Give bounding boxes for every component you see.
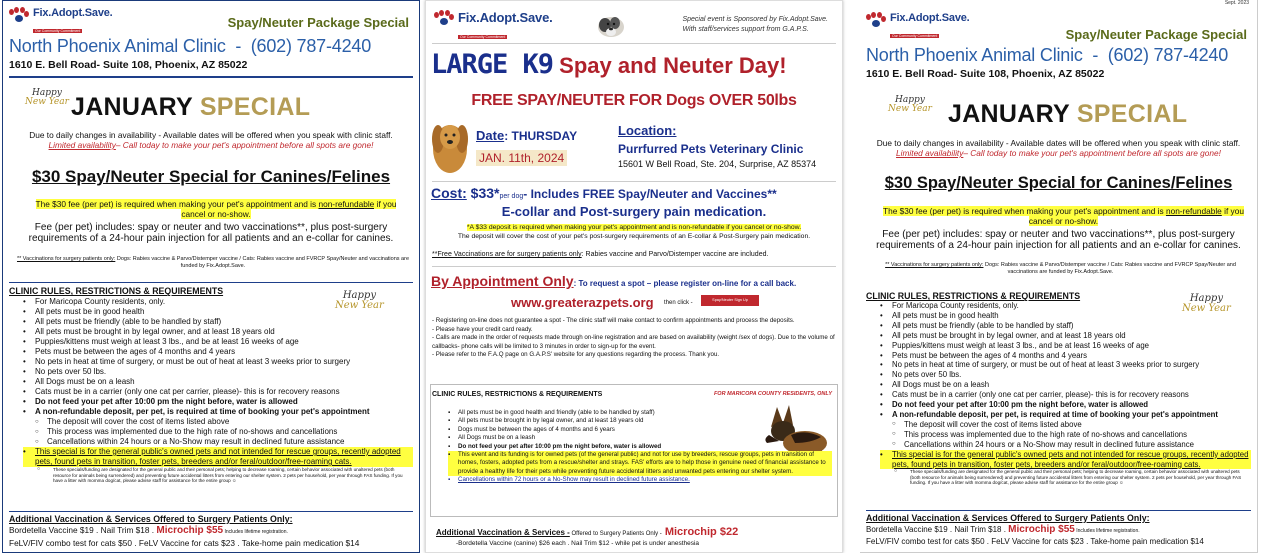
additional-line-1 [866, 524, 1140, 535]
special-word: SPECIAL [1076, 100, 1188, 128]
appointment-sub: : To request a spot – please register on-line for a call back. [573, 279, 797, 288]
note: - Please refer to the F.A.Q page on G.A.P.S' website for any questions regarding the process. Thank you. [432, 351, 720, 359]
january-special-title [948, 100, 1187, 129]
event-date: JAN. 11th, 2024 [476, 150, 567, 166]
additional-line-1 [9, 525, 288, 536]
free-vacc-label: **Free Vaccinations are for surgery patients only [432, 251, 582, 258]
additional-line-2: FeLV/FIV combo test for cats $50 . FeLV Vaccine for cats $23 . Take-home pain medication $14 [866, 537, 1204, 546]
list-item: • All pets must be in good health [23, 307, 413, 317]
list-item: ▪ Do not feed your pet after 10:00 pm the night before, water is allowed [448, 443, 772, 451]
list-item: • No pets in heat at time of surgery, or must be out of heat at least 3 weeks prior to surgery [880, 360, 1251, 370]
list-item: ▪ This event and its funding is for owned pets (of the general public) and not for use by breeders, rescue groups, pets in transition of homes, fosters, adopted pets from a rescue/shelter and strays. FAS' efforts are to help those in genuine need of financial assistance to provide a healthy life for their pets while preventing future accidental litters and unwanted pets entering our shelter system. [448, 451, 832, 476]
list-item: ▪ All pets must be in good health and friendly (able to be handled by staff) [448, 409, 772, 417]
cost-line [431, 185, 777, 203]
event-title [431, 49, 787, 80]
large-k9: LARGE K9 [431, 49, 554, 80]
hny-line2: New Year [25, 97, 69, 107]
list-item: • No pets over 50 lbs. [880, 370, 1251, 380]
hny-line2: New Year [335, 300, 384, 311]
clinic-dash: - [1092, 45, 1099, 65]
list-item: • Puppies/kittens must weigh at least 3 lbs., and be at least 16 weeks of age [880, 341, 1251, 351]
microchip-price: Microchip $22 [661, 526, 739, 538]
cost-includes: - Includes FREE Spay/Neuter and Vaccines** [523, 187, 777, 201]
website-link[interactable]: www.greaterazpets.org [511, 295, 654, 310]
list-item: • Puppies/kittens must weigh at least 3 lbs., and be at least 16 weeks of age [23, 337, 413, 347]
cost-label: Cost: [431, 185, 467, 201]
package-title: Spay/Neuter Package Special [227, 15, 409, 30]
additional-line-2: FeLV/FIV combo test for cats $50 . FeLV Vaccine for cats $23 . Take-home pain medication $14 [9, 538, 360, 548]
date-day: : THURSDAY [504, 129, 578, 143]
fee-required-text: The $30 fee (per pet) is required when making your pet's appointment and is [883, 206, 1166, 216]
logo-tagline: Our Community Commitment [892, 34, 938, 38]
availability-note [866, 138, 1251, 158]
january-word: JANUARY [948, 100, 1070, 128]
logo-title: Fix.Adopt.Save. [890, 12, 970, 24]
additional-label: Additional Vaccination & Services - [436, 528, 570, 537]
list-item: • No pets in heat at time of surgery, or must be out of heat at least 3 weeks prior to surgery [23, 357, 413, 367]
flyer-january-special-copy [860, 0, 1258, 553]
sponsor-line-2: With staff/services support from G.A.P.S. [682, 26, 809, 33]
deposit-note [432, 223, 836, 241]
list-item: ○ These specials/funding are designated for the general public and their personal pets; helping to decrease roaming, certain behavior associated with unaltered pets (both resource for animals being surrendered) and preventing future accidental litters from entering our shelter system. 2 pets per household, per year through FAS funding. If you have a litter with momma dog/cat, please advise staff for assistance for the entire group ☺ [880, 469, 1251, 486]
list-item: • Do not feed your pet after 10:00 pm the night before, water is allowed [880, 400, 1251, 410]
hny-line2: New Year [888, 104, 932, 114]
list-item: • Do not feed your pet after 10:00 pm the night before, water is allowed [23, 397, 413, 407]
call-today: – Call today to make your pet's appointment before all spots are gone! [963, 148, 1221, 158]
rules-list [448, 409, 826, 485]
paw-icon [9, 7, 31, 23]
list-item: • Pets must be between the ages of 4 months and 4 years [23, 347, 413, 357]
hny-line1: Happy [32, 88, 62, 98]
headline-30-special: $30 Spay/Neuter Special for Canines/Felines [884, 174, 1233, 192]
appointment-line [431, 273, 796, 291]
registration-notes [432, 317, 836, 360]
logo-tagline: Our Community Commitment [460, 35, 506, 39]
hny-line2: New Year [1182, 303, 1231, 314]
list-item: • A non-refundable deposit, per pet, is required at time of booking your pet's appointment [23, 407, 413, 417]
clinic-phone: (602) 787-4240 [250, 36, 372, 56]
list-item: ○ The deposit will cover the cost of items listed above [880, 420, 1251, 430]
list-item: ○ The deposit will cover the cost of items listed above [23, 417, 413, 427]
note: - Calls are made in the order of requests made through on-line registration and are based on availability (weight /sex of dogs). Due to the volume of callbacks- phone calls will be limited to 3 minutes in order to sign-up for the event. [432, 334, 835, 350]
logo-title: Fix.Adopt.Save. [458, 10, 553, 25]
list-item: • No pets over 50 lbs. [23, 367, 413, 377]
sponsor-note [682, 15, 828, 35]
divider [9, 76, 413, 78]
deposit-line-2: The deposit will cover the cost of your pet's post-surgery requirements of an E-collar & Post-Surgery pain medication. [457, 233, 811, 240]
list-item: • This special is for the general public's owned pets and not intended for rescue groups, recently adopted pets, found pets in transition, foster pets, breeders and/or feral/outdoor/free-roaming cats. [880, 450, 1251, 470]
paw-icon [866, 12, 888, 28]
vaccination-label: ** Vaccinations for surgery patients only: [16, 256, 116, 262]
list-item: ○ This process was implemented due to the high rate of no-shows and cancellations [880, 430, 1251, 440]
date-stamp: Sept. 2023 [1224, 0, 1249, 6]
call-today: – Call today to make your pet's appointment before all spots are gone! [115, 140, 374, 150]
free-vaccinations [432, 251, 836, 258]
rules-list [23, 297, 413, 484]
flyer-january-special [2, 0, 420, 553]
clinic-heading [866, 45, 1228, 66]
sponsor-line-1: Special event is Sponsored by Fix.Adopt.Save. [682, 16, 828, 23]
note: - Please have your credit card ready. [432, 325, 533, 333]
fee-required-notice [23, 199, 409, 219]
vaccination-note [872, 262, 1249, 276]
per-dog: per dog [499, 193, 524, 200]
vaccination-text: Dogs: Rabies vaccine & Parvo/Distemper vaccine / Cats: Rabies vaccine and FVRCP Spay/Neuter and vaccinations are funded by Fix.Adopt.Save. [115, 256, 410, 269]
list-item: • Pets must be between the ages of 4 months and 4 years [880, 351, 1251, 361]
vaccination-label: ** Vaccinations for surgery patients only: [885, 262, 984, 268]
logo-title: Fix.Adopt.Save. [33, 7, 113, 19]
flyer-large-k9 [425, 0, 843, 553]
list-item: • Cats must be in a carrier (only one cat per carrier, please)- this is for recovery reasons [23, 387, 413, 397]
list-item: • All Dogs must be on a leash [23, 377, 413, 387]
ecollar-line: E-collar and Post-surgery pain medication. [501, 204, 767, 219]
fee-includes: Fee (per pet) includes: spay or neuter and two vaccinations**, plus post-surgery requirements of a 24-hour pain injection for all patients and an e-collar for canines. [876, 229, 1241, 251]
clinic-name: North Phoenix Animal Clinic [9, 36, 226, 56]
if-cancel: if you cancel or no-show. [181, 199, 397, 219]
pitbull-photo-icon [589, 11, 631, 39]
microchip-note: Includes lifetime registration. [1074, 528, 1140, 534]
list-item: • All pets must be brought in by legal owner, and at least 18 years old [23, 327, 413, 337]
clinic-heading [9, 36, 371, 57]
list-item: • A non-refundable deposit, per pet, is required at time of booking your pet's appointment [880, 410, 1251, 420]
golden-retriever-photo-icon [430, 109, 470, 179]
location-address: 15601 W Bell Road, Ste. 204, Surprise, AZ 85374 [618, 159, 817, 169]
microchip-price: Microchip $55 [156, 525, 224, 536]
list-item: • For Maricopa County residents, only. [23, 297, 413, 307]
vaccination-note [15, 256, 411, 270]
location-name: Purrfurred Pets Veterinary Clinic [618, 142, 804, 156]
additional-services-line-2: -Bordetella Vaccine (canine) $26 each . Nail Trim $12 - while pet is under anesthesia [456, 540, 700, 547]
vaccination-text: Dogs: Rabies vaccine & Parvo/Distemper vaccine / Cats: Rabies vaccine and FVRCP Spay/Neuter and vaccinations are funded by Fix.Adopt.Save. [983, 262, 1236, 275]
availability-text: Due to daily changes in availability - Available dates will be offered when you speak with clinic staff. [29, 130, 393, 140]
divider [432, 43, 836, 44]
list-item: ▪ All pets must be brought in by legal owner, and at least 18 years old [448, 417, 772, 425]
list-item: • All pets must be in good health [880, 311, 1251, 321]
list-item: • All pets must be brought in by legal owner, and at least 18 years old [880, 331, 1251, 341]
list-item: • For Maricopa County residents, only. [880, 301, 1251, 311]
divider [432, 181, 836, 182]
clinic-name: North Phoenix Animal Clinic [866, 45, 1083, 65]
divider [866, 510, 1251, 511]
date-label: Date [476, 128, 505, 143]
list-item: ▪ All Dogs must be on a leash [448, 434, 772, 442]
fix-adopt-save-logo [866, 12, 970, 42]
add1-text: Bordetella Vaccine $19 . Nail Trim $18 . [9, 525, 157, 535]
availability-text: Due to daily changes in availability - Available dates will be offered when you speak with clinic staff. [876, 138, 1241, 148]
additional-sub: Offered to Surgery Patients Only - [569, 531, 662, 537]
list-item: • Cats must be in a carrier (only one cat per carrier, please)- this is for recovery reasons [880, 390, 1251, 400]
list-item: • All Dogs must be on a leash [880, 380, 1251, 390]
availability-note [9, 130, 413, 150]
list-item: ▪ Cancellations within 72 hours or a No-Show may result in declined future assistance. [448, 476, 832, 484]
list-item: • All pets must be friendly (able to be handled by staff) [23, 317, 413, 327]
january-special-title [71, 93, 310, 122]
hny-line1: Happy [895, 95, 925, 105]
non-refundable: non-refundable [1165, 206, 1222, 216]
add1-text: Bordetella Vaccine $19 . Nail Trim $18 . [866, 525, 1009, 534]
additional-heading: Additional Vaccination & Services Offered to Surgery Patients Only: [866, 513, 1150, 523]
list-item: ○ These specials/funding are designated for the general public and their personal pets; helping to decrease roaming, certain behavior associated with unaltered pets (both resource for animals being surrendered) and preventing future accidental litters from entering our shelter system. 2 pets per household, per year through FAS funding. If you have a litter with momma dog/cat, please advise staff for assistance for the entire group ☺ [23, 467, 413, 484]
limited-availability: Limited availability [48, 140, 116, 150]
location-label: Location: [618, 123, 677, 138]
list-item: ○ This process was implemented due to the high rate of no-shows and cancellations [23, 427, 413, 437]
rules-heading: CLINIC RULES, RESTRICTIONS & REQUIREMENTS [432, 391, 603, 398]
limited-availability: Limited availability [896, 148, 964, 158]
signup-button[interactable]: Spay/Neuter Sign Up [701, 295, 759, 306]
fee-includes: Fee (per pet) includes: spay or neuter and two vaccinations**, plus post-surgery requirements of a 24-hour pain injection for all patients and an e-collar for canines. [28, 222, 394, 244]
spay-neuter-day: Spay and Neuter Day! [553, 53, 787, 78]
clinic-phone: (602) 787-4240 [1107, 45, 1229, 65]
divider [9, 511, 413, 512]
fix-adopt-save-logo [434, 10, 553, 43]
list-item: ▪ Dogs must be between the ages of 4 months and 6 years [448, 426, 772, 434]
list-item: • This special is for the general public's owned pets and not intended for rescue groups, recently adopted pets, found pets in transition, foster pets, breeders and/or feral/outdoor/free-roaming cats. [23, 447, 413, 467]
clinic-dash: - [235, 36, 242, 56]
additional-heading: Additional Vaccination & Services Offered to Surgery Patients Only: [9, 514, 293, 524]
rules-list [880, 301, 1251, 486]
hny-line1: Happy [342, 290, 376, 301]
january-word: JANUARY [71, 93, 193, 121]
clinic-address: 1610 E. Bell Road- Suite 108, Phoenix, AZ 85022 [866, 68, 1105, 80]
if-cancel: if you cancel or no-show. [1028, 206, 1244, 226]
headline-30-special: $30 Spay/Neuter Special for Canines/Felines [31, 167, 391, 186]
list-item: ○ Cancellations within 24 hours or a No-Show may result in declined future assistance [880, 440, 1251, 450]
special-word: SPECIAL [199, 93, 311, 121]
free-line: FREE SPAY/NEUTER FOR Dogs OVER 50lbs [471, 92, 797, 109]
appointment-label: By Appointment Only [431, 273, 574, 289]
free-vacc-text: : Rabies vaccine and Parvo/Distemper vaccine are included. [581, 251, 769, 258]
additional-services [436, 522, 738, 540]
rules-heading: CLINIC RULES, RESTRICTIONS & REQUIREMENTS [866, 291, 1081, 301]
then-click: then click - [664, 300, 693, 306]
happy-new-year-graphic [888, 96, 932, 114]
fee-required-notice [880, 206, 1247, 226]
rules-heading: CLINIC RULES, RESTRICTIONS & REQUIREMENTS [9, 286, 224, 296]
non-refundable: non-refundable [318, 199, 375, 209]
cost-value: $33* [466, 185, 500, 201]
note: - Registering on-line does not guarantee a spot - The clinic staff will make contact to confirm appointments and process the deposits. [432, 317, 795, 324]
fix-adopt-save-logo [9, 7, 113, 37]
hny-line1: Happy [1189, 293, 1223, 304]
clinic-address: 1610 E. Bell Road- Suite 108, Phoenix, AZ 85022 [9, 59, 248, 71]
microchip-note: Includes lifetime registration. [223, 529, 288, 535]
happy-new-year-graphic [25, 89, 69, 107]
divider [9, 282, 413, 283]
list-item: ○ Cancellations within 24 hours or a No-Show may result in declined future assistance [23, 437, 413, 447]
microchip-price: Microchip $55 [1008, 524, 1075, 535]
package-title: Spay/Neuter Package Special [1065, 27, 1247, 42]
fee-required-text: The $30 fee (per pet) is required when making your pet's appointment and is [35, 199, 319, 209]
date-heading [476, 128, 577, 143]
logo-tagline: Our Community Commitment [35, 29, 81, 33]
paw-icon [434, 10, 456, 26]
list-item: • All pets must be friendly (able to be handled by staff) [880, 321, 1251, 331]
divider [432, 266, 836, 267]
deposit-line-1: *A $33 deposit is required when making your pet's appointment and is non-refundable if you cancel or no-show. [466, 224, 802, 231]
maricopa-note: FOR MARICOPA COUNTY RESIDENTS, ONLY [713, 391, 832, 397]
